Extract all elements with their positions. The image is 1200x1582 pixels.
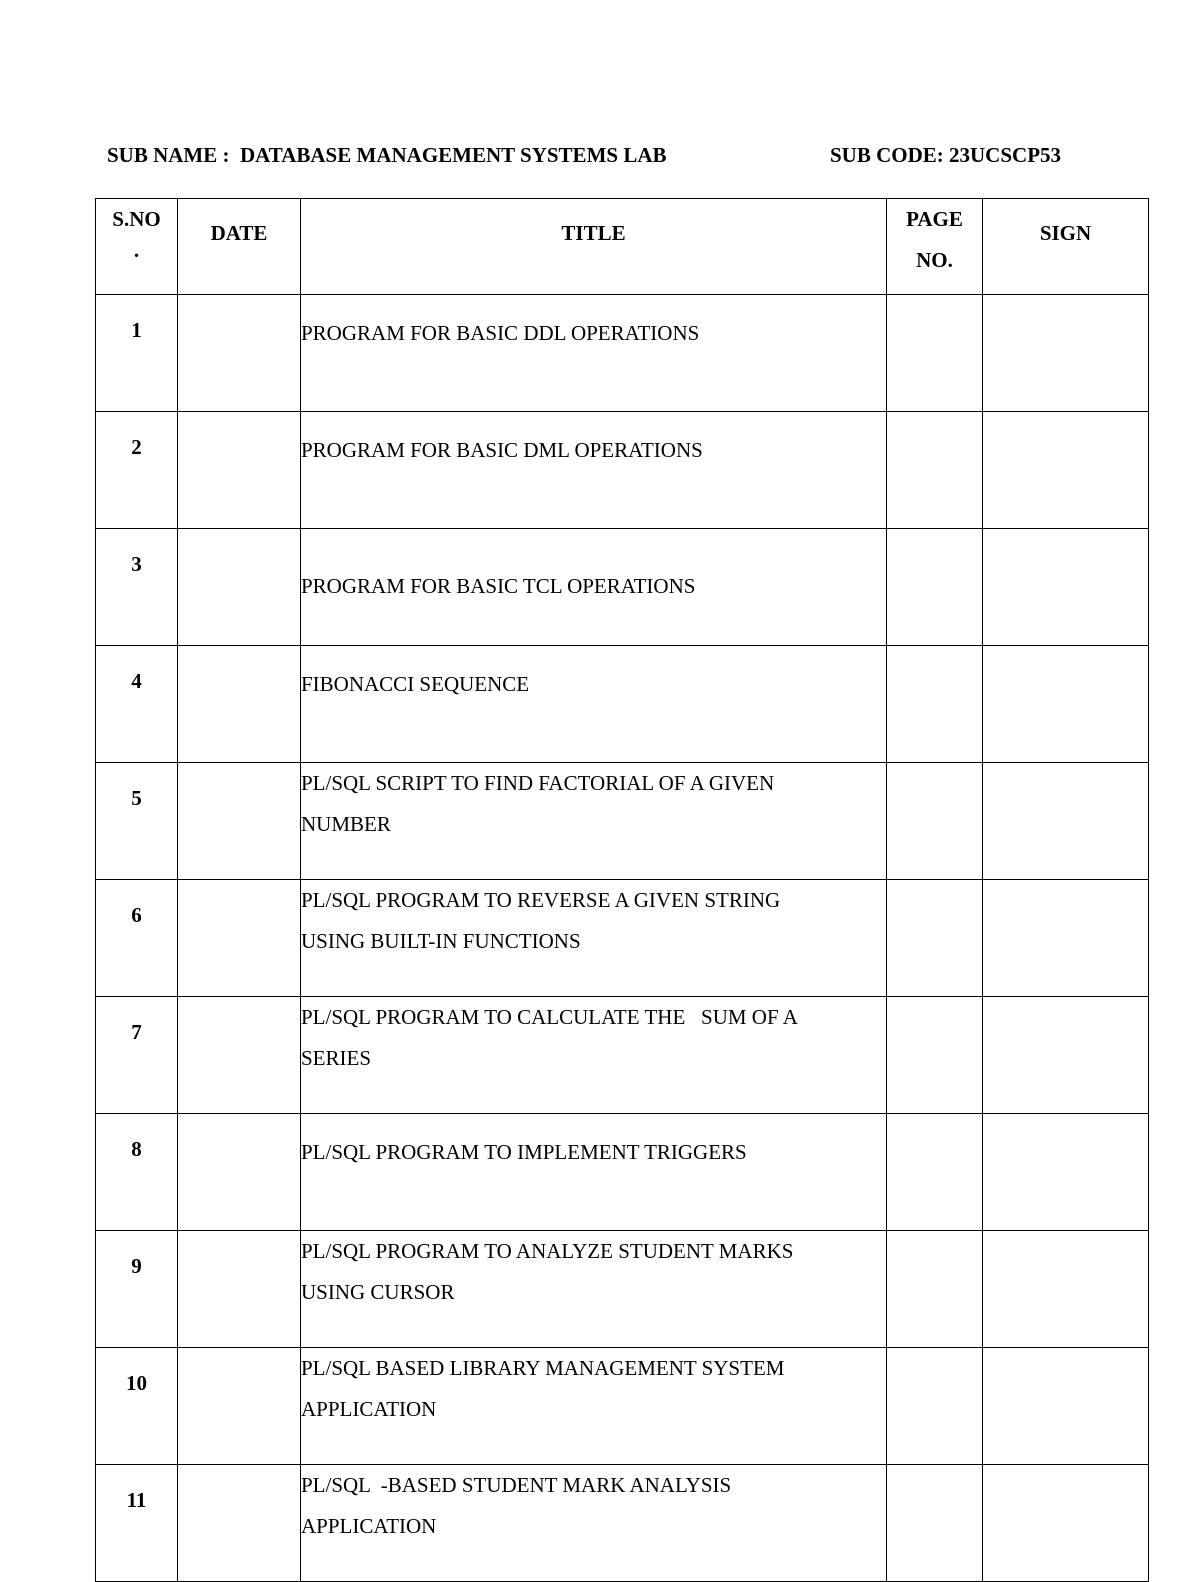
row-sno: 10: [96, 1348, 178, 1465]
row-sno: 8: [96, 1114, 178, 1231]
row-title: PL/SQL -BASED STUDENT MARK ANALYSIS APPLICATION: [301, 1465, 887, 1582]
table-row: [96, 1231, 1149, 1348]
row-title: PL/SQL BASED LIBRARY MANAGEMENT SYSTEM APPLICATION: [301, 1348, 887, 1465]
page-header-line2: NO.: [916, 248, 953, 272]
row-title: FIBONACCI SEQUENCE: [301, 646, 887, 763]
row-page-no[interactable]: [887, 529, 983, 646]
row-sign[interactable]: [983, 763, 1149, 880]
row-sign[interactable]: [983, 412, 1149, 529]
row-sno: 6: [96, 880, 178, 997]
row-sign[interactable]: [983, 997, 1149, 1114]
row-page-no[interactable]: [887, 880, 983, 997]
row-date[interactable]: [178, 412, 301, 529]
table-row: [96, 1465, 1149, 1582]
table-row: [96, 880, 1149, 997]
table-row: [96, 1348, 1149, 1465]
row-sno: 3: [96, 529, 178, 646]
column-header-date: DATE: [178, 199, 301, 295]
table-row: [96, 1114, 1149, 1231]
row-sign[interactable]: [983, 295, 1149, 412]
subject-name: SUB NAME : DATABASE MANAGEMENT SYSTEMS LAB: [107, 143, 667, 167]
row-title: PL/SQL PROGRAM TO ANALYZE STUDENT MARKS USING CURSOR: [301, 1231, 887, 1348]
column-header-sign: SIGN: [983, 199, 1149, 295]
row-page-no[interactable]: [887, 1348, 983, 1465]
row-sign[interactable]: [983, 1114, 1149, 1231]
row-sign[interactable]: [983, 529, 1149, 646]
row-date[interactable]: [178, 997, 301, 1114]
row-page-no[interactable]: [887, 295, 983, 412]
row-sno: 2: [96, 412, 178, 529]
row-sign[interactable]: [983, 1465, 1149, 1582]
row-date[interactable]: [178, 295, 301, 412]
sno-header-line1: S.NO: [112, 207, 161, 231]
row-title: PL/SQL PROGRAM TO REVERSE A GIVEN STRING USING BUILT-IN FUNCTIONS: [301, 880, 887, 997]
row-sno: 4: [96, 646, 178, 763]
table-row: [96, 646, 1149, 763]
row-page-no[interactable]: [887, 1231, 983, 1348]
row-date[interactable]: [178, 529, 301, 646]
sno-header-line2: .: [133, 238, 140, 262]
row-date[interactable]: [178, 1114, 301, 1231]
row-title: PL/SQL SCRIPT TO FIND FACTORIAL OF A GIVEN NUMBER: [301, 763, 887, 880]
row-page-no[interactable]: [887, 1465, 983, 1582]
row-sno: 7: [96, 997, 178, 1114]
row-page-no[interactable]: [887, 646, 983, 763]
table-row: [96, 412, 1149, 529]
table-row: [96, 763, 1149, 880]
row-sign[interactable]: [983, 1348, 1149, 1465]
document-header: [107, 143, 1097, 173]
row-date[interactable]: [178, 763, 301, 880]
row-page-no[interactable]: [887, 412, 983, 529]
row-page-no[interactable]: [887, 1114, 983, 1231]
row-date[interactable]: [178, 1231, 301, 1348]
index-table: [95, 198, 1149, 1582]
subject-code: SUB CODE: 23UCSCP53: [830, 143, 1062, 167]
table-header-row: [96, 199, 1149, 295]
row-date[interactable]: [178, 646, 301, 763]
row-sno: 9: [96, 1231, 178, 1348]
column-header-title: TITLE: [301, 199, 887, 295]
row-title: PROGRAM FOR BASIC DML OPERATIONS: [301, 412, 887, 529]
row-title: PROGRAM FOR BASIC DDL OPERATIONS: [301, 295, 887, 412]
table-row: [96, 295, 1149, 412]
column-header-page-no: [887, 199, 983, 295]
table-row: [96, 997, 1149, 1114]
row-title: PROGRAM FOR BASIC TCL OPERATIONS: [301, 529, 887, 646]
row-page-no[interactable]: [887, 763, 983, 880]
row-title: PL/SQL PROGRAM TO IMPLEMENT TRIGGERS: [301, 1114, 887, 1231]
row-sign[interactable]: [983, 880, 1149, 997]
table-row: [96, 529, 1149, 646]
column-header-sno: [96, 199, 178, 295]
row-date[interactable]: [178, 1465, 301, 1582]
row-date[interactable]: [178, 880, 301, 997]
row-title: PL/SQL PROGRAM TO CALCULATE THE SUM OF A SERIES: [301, 997, 887, 1114]
row-sno: 1: [96, 295, 178, 412]
row-sign[interactable]: [983, 1231, 1149, 1348]
row-sign[interactable]: [983, 646, 1149, 763]
row-date[interactable]: [178, 1348, 301, 1465]
row-sno: 5: [96, 763, 178, 880]
page-header-line1: PAGE: [906, 207, 963, 231]
row-sno: 11: [96, 1465, 178, 1582]
row-page-no[interactable]: [887, 997, 983, 1114]
